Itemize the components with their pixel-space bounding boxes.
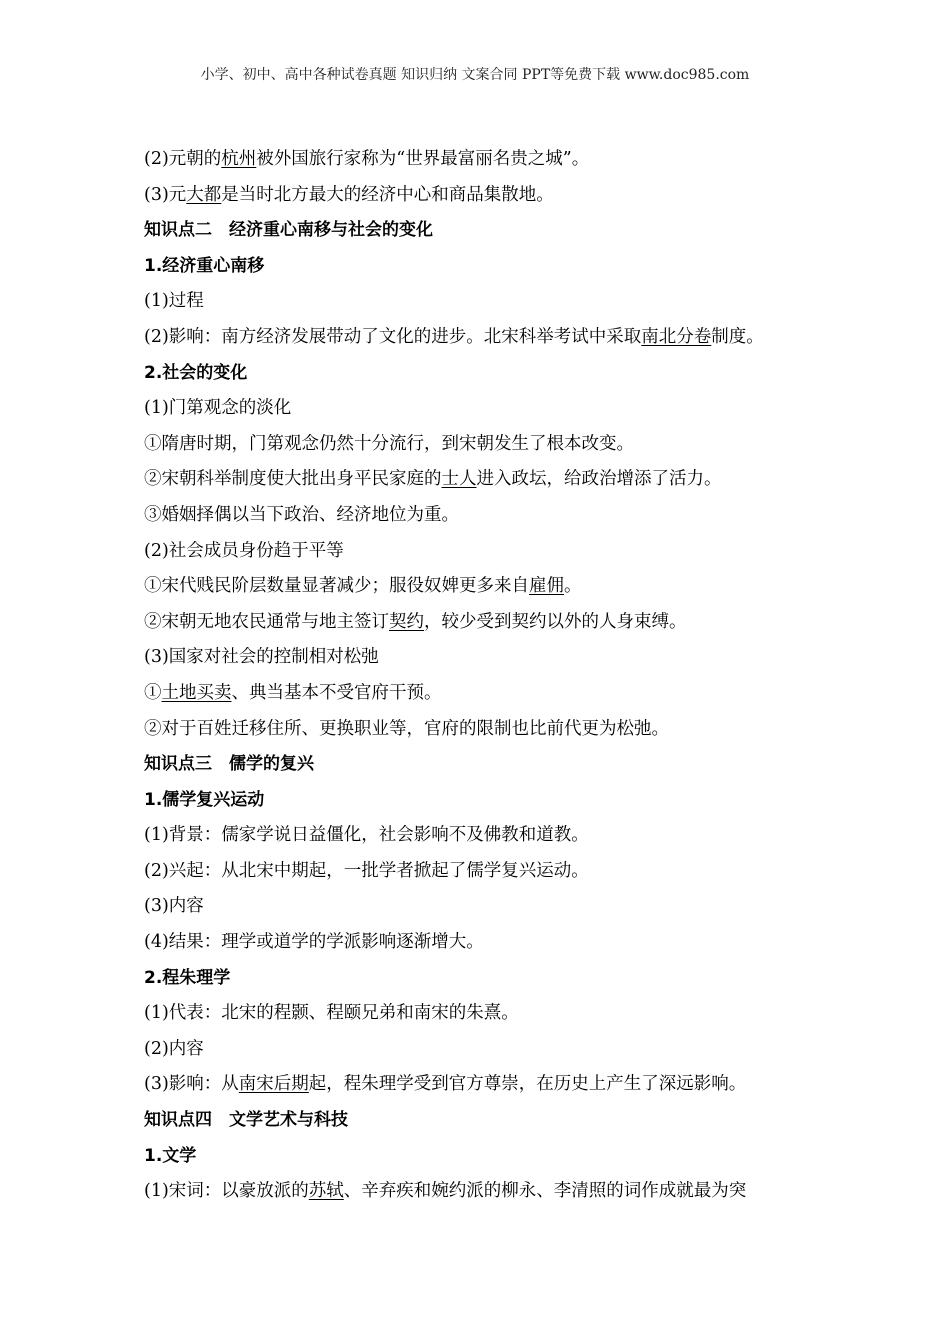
underlined-answer: 契约: [389, 611, 424, 632]
text-segment: (2)社会成员身份趋于平等: [144, 540, 344, 561]
underlined-answer: 南宋后期: [238, 1074, 309, 1095]
text-line: [144, 889, 824, 925]
text-segment: (1)门第观念的淡化: [144, 398, 292, 419]
section-heading: [144, 747, 824, 783]
text-segment: 知识点二 经济重心南移与社会的变化: [144, 220, 433, 241]
text-segment: ①: [144, 682, 162, 703]
text-segment: ③婚姻择偶以当下政治、经济地位为重。: [144, 504, 459, 525]
section-heading: [144, 249, 824, 285]
text-segment: (1)宋词：以豪放派的: [144, 1181, 309, 1202]
text-segment: 。: [564, 576, 582, 597]
text-line: [144, 391, 824, 427]
section-heading: [144, 1139, 824, 1175]
text-line: [144, 676, 824, 712]
text-segment: 1.儒学复兴运动: [144, 789, 265, 810]
underlined-answer: 土地买卖: [161, 682, 232, 703]
text-line: [144, 925, 824, 961]
section-heading: [144, 1103, 824, 1139]
text-line: [144, 1032, 824, 1068]
text-line: [144, 818, 824, 854]
text-segment: (1)代表：北宋的程颢、程颐兄弟和南宋的朱熹。: [144, 1003, 519, 1024]
text-segment: 、辛弃疾和婉约派的柳永、李清照的词作成就最为突: [343, 1181, 747, 1202]
text-segment: 是当时北方最大的经济中心和商品集散地。: [221, 184, 554, 205]
text-segment: 制度。: [711, 326, 764, 347]
text-line: [144, 320, 824, 356]
text-line: [144, 569, 824, 605]
text-line: [144, 1067, 824, 1103]
text-segment: 1.文学: [144, 1145, 197, 1166]
text-segment: 、典当基本不受官府干预。: [231, 682, 442, 703]
text-segment: (1)过程: [144, 291, 204, 312]
text-line: [144, 854, 824, 890]
text-line: [144, 178, 824, 214]
text-segment: 1.经济重心南移: [144, 255, 265, 276]
text-line: [144, 996, 824, 1032]
text-segment: 被外国旅行家称为“世界最富丽名贵之城”。: [256, 149, 590, 169]
text-segment: (2)影响：南方经济发展带动了文化的进步。北宋科举考试中采取: [144, 326, 642, 347]
text-segment: ，较少受到契约以外的人身束缚。: [424, 611, 687, 632]
text-segment: (3)国家对社会的控制相对松弛: [144, 647, 379, 668]
text-segment: ①宋代贱民阶层数量显著减少；服役奴婢更多来自: [144, 576, 529, 597]
text-segment: (4)结果：理学或道学的学派影响逐渐增大。: [144, 932, 484, 953]
text-segment: (1)背景：儒家学说日益僵化，社会影响不及佛教和道教。: [144, 825, 589, 846]
text-line: [144, 1174, 824, 1210]
text-line: [144, 712, 824, 748]
underlined-answer: 杭州: [221, 149, 257, 169]
text-segment: (3)影响：从: [144, 1074, 239, 1095]
text-line: [144, 427, 824, 463]
section-heading: [144, 783, 824, 819]
text-segment: ②宋朝科举制度使大批出身平民家庭的: [144, 469, 442, 490]
section-heading: [144, 213, 824, 249]
underlined-answer: 大都: [186, 184, 222, 205]
text-line: [144, 462, 824, 498]
text-line: [144, 640, 824, 676]
text-segment: 知识点四 文学艺术与科技: [144, 1110, 348, 1131]
page-header: 小学、初中、高中各种试卷真题 知识归纳 文案合同 PPT等免费下载 www.doc985.com: [200, 67, 750, 83]
text-line: [144, 284, 824, 320]
text-segment: (3)内容: [144, 896, 204, 917]
text-segment: ①隋唐时期，门第观念仍然十分流行，到宋朝发生了根本改变。: [144, 433, 634, 454]
text-segment: 进入政坛，给政治增添了活力。: [476, 469, 722, 490]
underlined-answer: 苏轼: [308, 1181, 344, 1202]
text-line: [144, 605, 824, 641]
text-segment: ②对于百姓迁移住所、更换职业等，官府的限制也比前代更为松弛。: [144, 718, 669, 739]
text-segment: (2)内容: [144, 1038, 204, 1059]
underlined-answer: 南北分卷: [641, 326, 712, 347]
text-segment: 2.程朱理学: [144, 967, 231, 988]
text-segment: 知识点三 儒学的复兴: [144, 754, 314, 775]
text-segment: ②宋朝无地农民通常与地主签订: [144, 611, 389, 632]
text-line: [144, 534, 824, 570]
text-segment: 2.社会的变化: [144, 362, 248, 383]
text-line: [144, 142, 824, 178]
text-segment: (2)元朝的: [144, 149, 222, 169]
document-body: [144, 142, 824, 1210]
section-heading: [144, 961, 824, 997]
underlined-answer: 雇佣: [529, 576, 564, 597]
text-segment: (2)兴起：从北宋中期起，一批学者掀起了儒学复兴运动。: [144, 860, 589, 881]
text-line: [144, 498, 824, 534]
underlined-answer: 士人: [441, 469, 477, 490]
text-segment: (3)元: [144, 184, 187, 205]
text-segment: 起，程朱理学受到官方尊崇，在历史上产生了深远影响。: [308, 1074, 747, 1095]
section-heading: [144, 356, 824, 392]
